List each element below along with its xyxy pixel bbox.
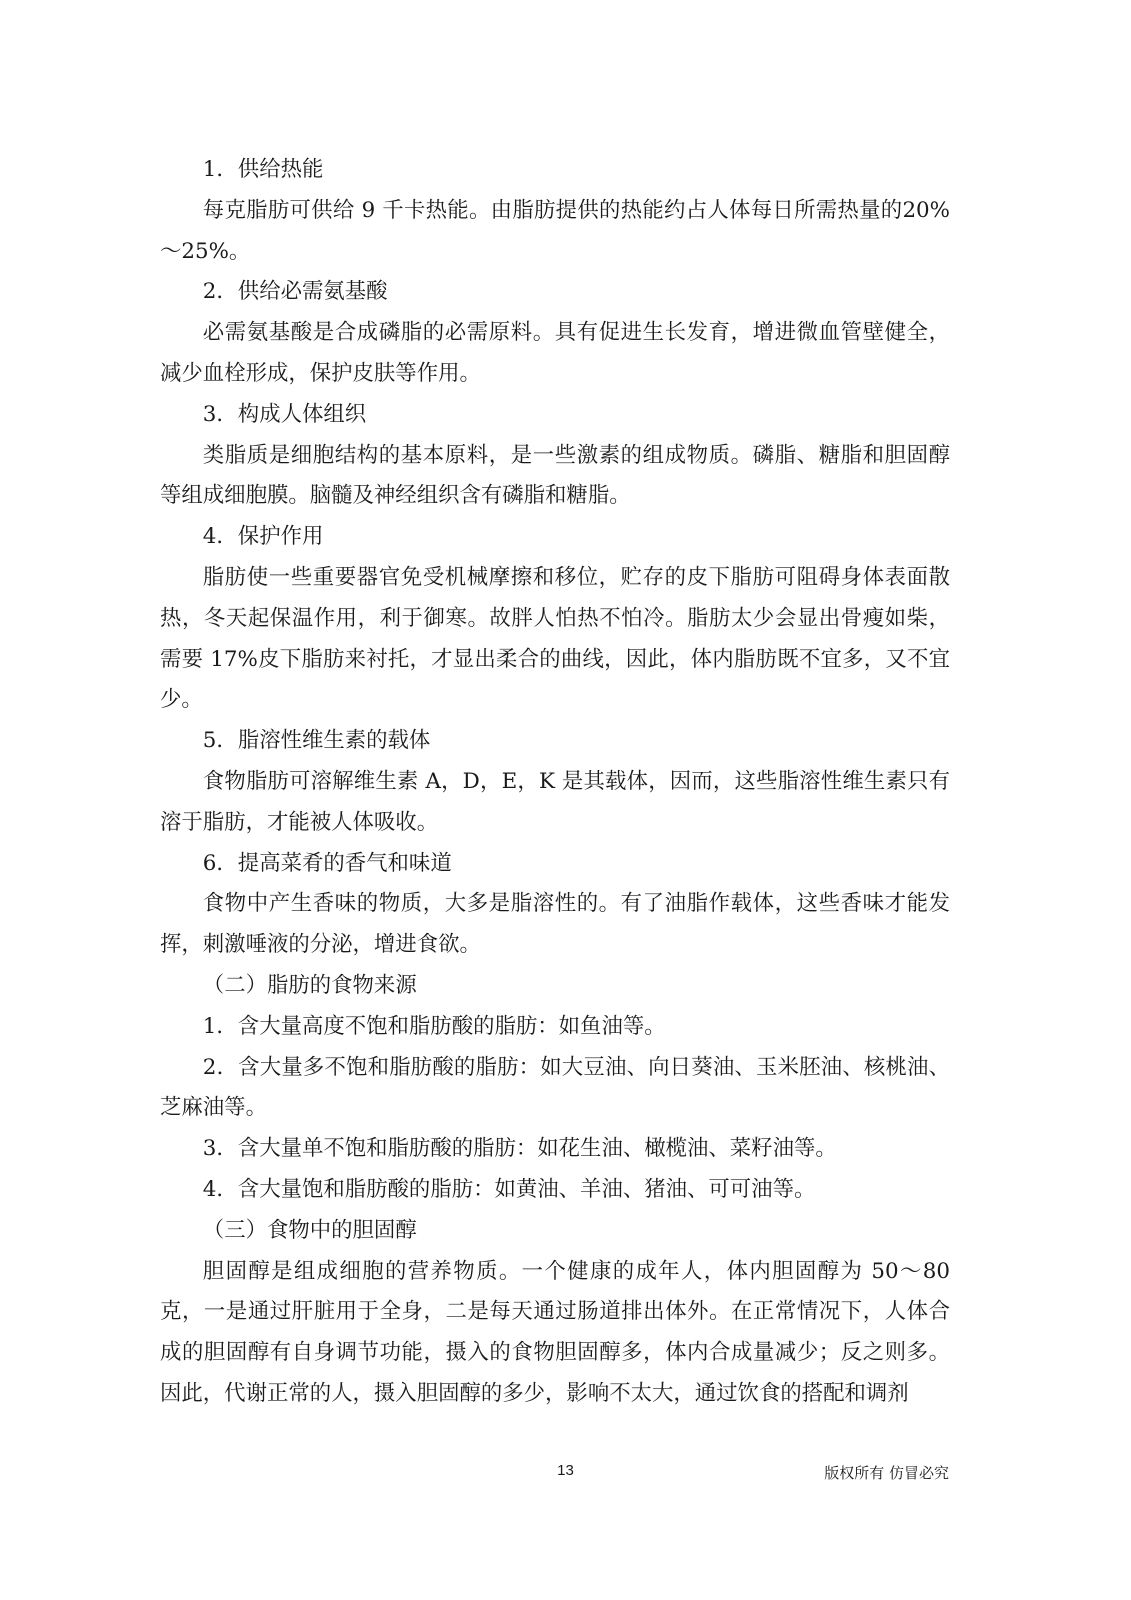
document-body: [160, 150, 950, 1415]
paragraph: 脂肪使一些重要器官免受机械摩擦和移位，贮存的皮下脂肪可阻碍身体表面散热，冬天起保温作用，利于御寒。故胖人怕热不怕冷。脂肪太少会显出骨瘦如柴，需要 17%皮下脂肪来衬托，才显出柔合的曲线，因此，体内脂肪既不宜多，又不宜少。: [160, 564, 950, 713]
paragraph: 胆固醇是组成细胞的营养物质。一个健康的成年人，体内胆固醇为 50～80 克，一是通过肝脏用于全身，二是每天通过肠道排出体外。在正常情况下，人体合成的胆固醇有自身调节功能，摄入的食物胆固醇多，体内合成量减少；反之则多。因此，代谢正常的人，摄入胆固醇的多少，影响不太大，通过饮食的搭配和调剂: [160, 1258, 950, 1406]
list-item: 4．含大量饱和脂肪酸的脂肪：如黄油、羊油、猪油、可可油等。: [202, 1176, 816, 1202]
heading-essential-acid: 2．供给必需氨基酸: [202, 279, 388, 305]
heading-flavor: 6．提高菜肴的香气和味道: [202, 850, 452, 876]
section-heading-cholesterol: （三）食物中的胆固醇: [202, 1217, 417, 1243]
section-heading-food-sources: （二）脂肪的食物来源: [202, 972, 417, 998]
paragraph: 每克脂肪可供给 9 千卡热能。由脂肪提供的热能约占人体每日所需热量的20%～25%。: [160, 197, 950, 264]
page-number: 13: [557, 1462, 574, 1479]
heading-body-tissue: 3．构成人体组织: [202, 401, 367, 427]
paragraph: 食物中产生香味的物质，大多是脂溶性的。有了油脂作载体，这些香味才能发挥，刺激唾液的分泌，增进食欲。: [160, 891, 950, 958]
list-item: 2．含大量多不饱和脂肪酸的脂肪：如大豆油、向日葵油、玉米胚油、核桃油、芝麻油等。: [160, 1054, 950, 1121]
paragraph: 类脂质是细胞结构的基本原料，是一些激素的组成物质。磷脂、糖脂和胆固醇等组成细胞膜。脑髓及神经组织含有磷脂和糖脂。: [160, 442, 950, 509]
copyright-notice: 版权所有 仿冒必究: [824, 1464, 949, 1482]
paragraph: 食物脂肪可溶解维生素 A，D，E，K 是其载体，因而，这些脂溶性维生素只有溶于脂肪，才能被人体吸收。: [160, 768, 950, 835]
heading-protection: 4．保护作用: [202, 524, 324, 550]
heading-vitamin-carrier: 5．脂溶性维生素的载体: [202, 728, 431, 754]
paragraph: 必需氨基酸是合成磷脂的必需原料。具有促进生长发育，增进微血管壁健全，减少血栓形成，保护皮肤等作用。: [160, 320, 950, 386]
list-item: 3．含大量单不饱和脂肪酸的脂肪：如花生油、橄榄油、菜籽油等。: [202, 1136, 837, 1162]
heading-heat-supply: 1．供给热能: [202, 157, 324, 182]
list-item: 1．含大量高度不饱和脂肪酸的脂肪：如鱼油等。: [202, 1013, 666, 1039]
